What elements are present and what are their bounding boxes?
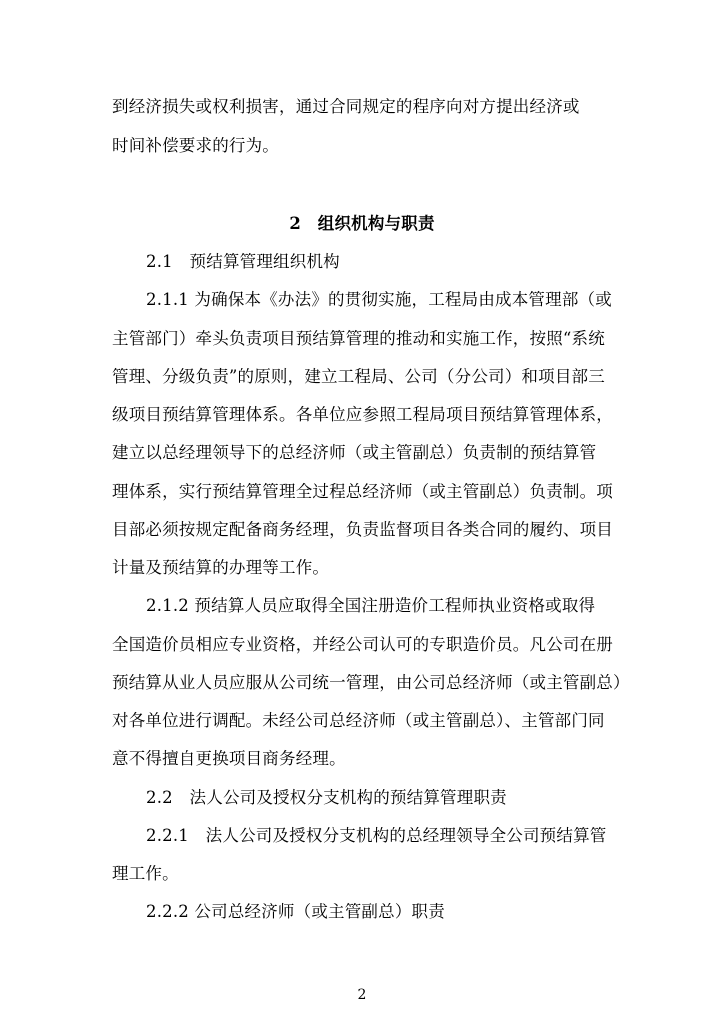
paragraph-line: 意不得擅自更换项目商务经理。 [112, 749, 346, 768]
paragraph-line: 主管部门）牵头负责项目预结算管理的推动和实施工作，按照“系统 [112, 329, 605, 348]
paragraph-line: 目部必须按规定配备商务经理，负责监督项目各类合同的履约、项目 [112, 520, 613, 539]
paragraph-line: 计量及预结算的办理等工作。 [112, 558, 330, 577]
paragraph-line: 管理、分级负责”的原则，建立工程局、公司（分公司）和项目部三 [112, 367, 605, 386]
paragraph-line: 2.1.1 为确保本《办法》的贯彻实施，工程局由成本管理部（或 [146, 290, 612, 309]
section-heading: 2 组织机构与职责 [289, 214, 435, 233]
subsection-heading-2-2: 2.2 法人公司及授权分支机构的预结算管理职责 [146, 788, 507, 807]
page-number: 2 [357, 987, 367, 1003]
paragraph-line: 全国造价员相应专业资格，并经公司认可的专职造价员。凡公司在册 [112, 635, 613, 654]
paragraph-line: 2.2.1 法人公司及授权分支机构的总经理领导全公司预结算管 [146, 826, 607, 845]
paragraph-line: 理体系，实行预结算管理全过程总经济师（或主管副总）负责制。项 [112, 482, 613, 501]
intro-line-1: 到经济损失或权利损害，通过合同规定的程序向对方提出经济或 [112, 97, 580, 116]
paragraph-line: 理工作。 [112, 864, 179, 883]
intro-line-2: 时间补偿要求的行为。 [112, 136, 279, 155]
paragraph-line: 建立以总经理领导下的总经济师（或主管副总）负责制的预结算管 [112, 443, 597, 462]
paragraph-line: 对各单位进行调配。未经公司总经济师（或主管副总）、主管部门同 [112, 711, 605, 730]
paragraph-line: 预结算从业人员应服从公司统一管理，由公司总经济师（或主管副总） [112, 673, 630, 692]
paragraph-line: 2.1.2 预结算人员应取得全国注册造价工程师执业资格或取得 [146, 596, 596, 615]
paragraph-line: 2.2.2 公司总经济师（或主管副总）职责 [146, 902, 445, 921]
subsection-heading-2-1: 2.1 预结算管理组织机构 [146, 252, 340, 271]
paragraph-line: 级项目预结算管理体系。各单位应参照工程局项目预结算管理体系， [112, 405, 613, 424]
